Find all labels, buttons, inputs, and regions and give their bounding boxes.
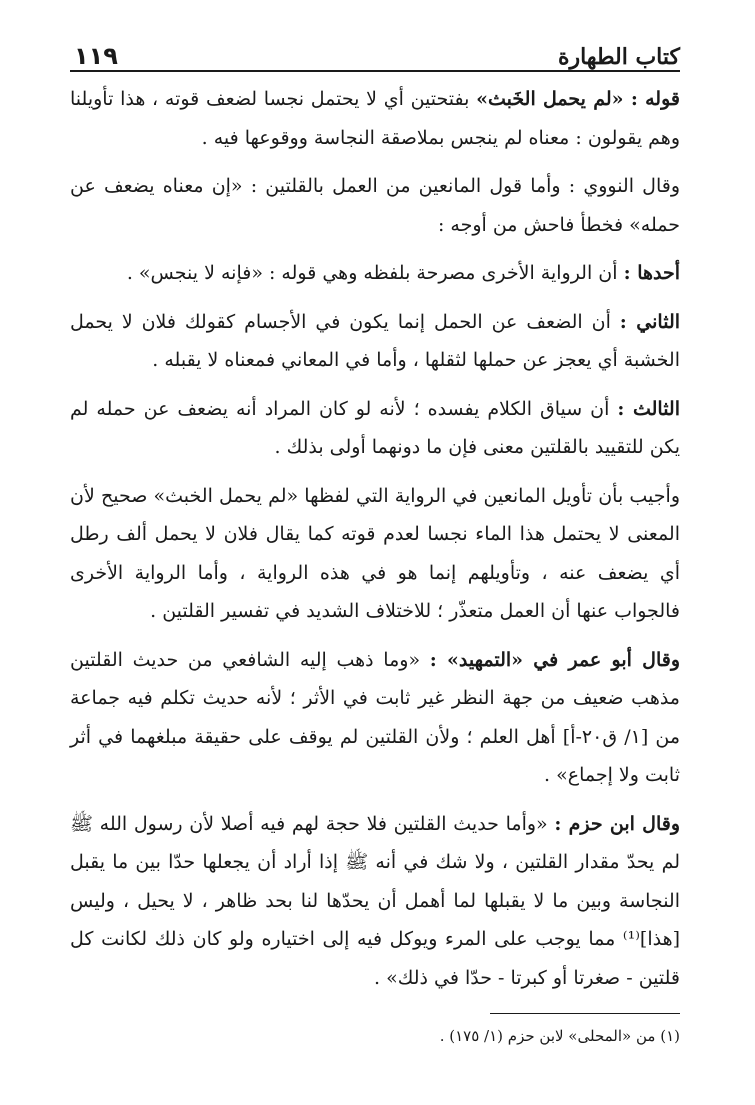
page-number: ١١٩ xyxy=(74,42,118,70)
paragraph xyxy=(70,805,680,998)
paragraph xyxy=(70,254,680,293)
paragraph-lead: وقال ابن حزم : xyxy=(554,812,680,835)
body-text xyxy=(70,80,680,997)
paragraph-lead: وقال أبو عمر في «التمهيد» : xyxy=(429,648,680,671)
paragraph-text: وقال النووي : وأما قول المانعين من العمل بالقلتين : «إن معناه يضعف عن حمله» فخطأ فاحش من أوجه : xyxy=(70,175,681,236)
paragraph xyxy=(70,390,680,467)
paragraph xyxy=(70,167,680,244)
paragraph-text: أن الرواية الأخرى مصرحة بلفظه وهي قوله : «فإنه لا ينجس» . xyxy=(126,262,624,284)
paragraph-text: أن سياق الكلام يفسده ؛ لأنه لو كان المراد أنه يضعف عن حمله لم يكن للتقييد بالقلتين معنى فإن ما دونهما أولى بذلك . xyxy=(70,397,680,458)
footnote: (١) من «المحلى» لابن حزم (١/ ١٧٥) . xyxy=(439,1027,680,1045)
running-header xyxy=(70,30,680,72)
paragraph-text: أن الضعف عن الحمل إنما يكون في الأجسام كقولك فلان لا يحمل الخشبة أي يعجز عن حملها لثقلها ، وأما في المعاني فمعناه لا يقبله . xyxy=(70,310,680,371)
book-title: كتاب الطهارة xyxy=(557,44,680,70)
paragraph-text: «وما ذهب إليه الشافعي من حديث القلتين مذهب ضعيف من جهة النظر غير ثابت في الأثر ؛ لأنه حديث تكلم فيه جماعة من [١/ ق٢٠-أ] أهل العلم ؛ ولأن القلتين لم يوقف على حقيقة مبلغهما في أثر ثابت ولا إجماع» . xyxy=(70,648,681,786)
page xyxy=(70,30,680,1050)
paragraph-lead: أحدها : xyxy=(623,262,680,284)
paragraph-lead: الثاني : xyxy=(619,310,681,333)
footnote-separator xyxy=(490,1013,680,1014)
paragraph-lead: قوله : «لم يحمل الخَبث» xyxy=(476,88,680,110)
paragraph-text: وأجيب بأن تأويل المانعين في الرواية التي لفظها «لم يحمل الخبث» صحيح لأن المعنى لا يحتمل هذا الماء نجسا لعدم قوته كما يقال فلان لا يحمل ألف رطل أي يضعف عنه ، وتأويلهم إنما هو في هذه الرواية ، وأما الرواية الأخرى فالجواب عنها أن العمل متعذّر ؛ للاختلاف الشديد في تفسير القلتين . xyxy=(70,484,680,622)
paragraph-lead: الثالث : xyxy=(617,397,680,420)
paragraph-text: بفتحتين أي لا يحتمل نجسا لضعف قوته ، هذا تأويلنا وهم يقولون : معناه لم ينجس بملاصقة النجاسة ووقوعها فيه . xyxy=(70,88,680,149)
paragraph-text: «وأما حديث القلتين فلا حجة لهم فيه أصلا لأن رسول الله ﷺ لم يحدّ مقدار القلتين ، ولا شك في أنه ﷺ إذا أراد أن يجعلها حدّا بين ما يقبل النجاسة وبين ما لا يقبلها لما أهمل أن يحدّها لنا بحد ظاهر ، لا يحيل ، وليس [هذا]⁽¹⁾ مما يوجب على المرء ويوكل فيه إلى اختياره ولو كان ذلك لكانت كل قلتين - صغرتا أو كبرتا - حدّا في ذلك» . xyxy=(70,812,680,989)
paragraph xyxy=(70,303,680,380)
paragraph xyxy=(70,641,680,795)
paragraph xyxy=(70,80,680,157)
paragraph xyxy=(70,477,680,631)
